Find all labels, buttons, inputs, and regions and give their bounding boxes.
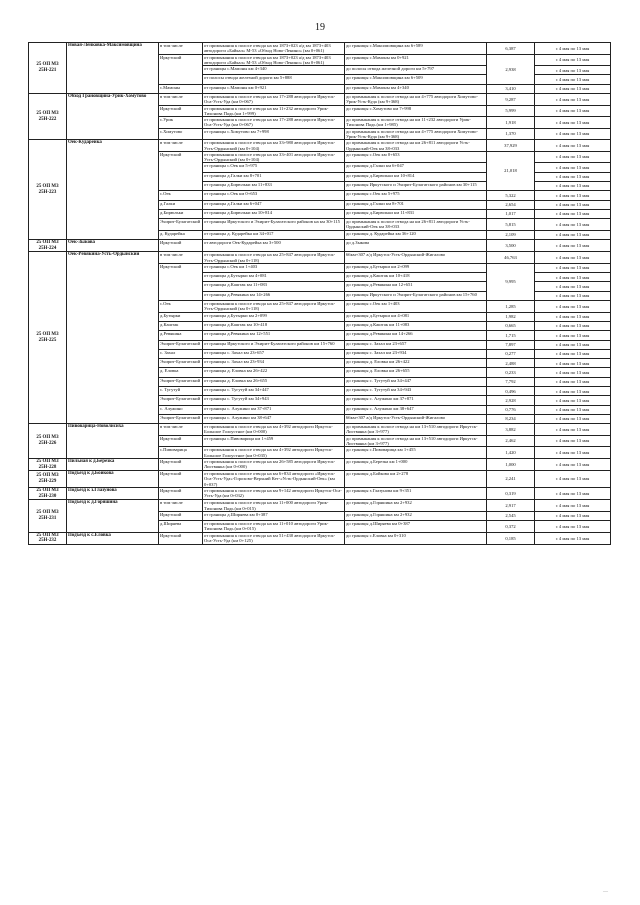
area-cell: Эхирит-Булагатский bbox=[159, 377, 203, 386]
segment-from-cell: от примыкания к полосе отвода на км 33+401 автодороги Иркутск-Усть-Ордынский (км 0+104) bbox=[203, 151, 345, 163]
segment-from-cell: от границы с. Алужино км 37+871 bbox=[203, 405, 345, 414]
area-cell: Иркутский bbox=[159, 151, 203, 190]
length-km-cell: 1,370 bbox=[487, 128, 535, 140]
page-number: 19 bbox=[315, 22, 325, 33]
segment-to-cell: до границы д.Горяшина км 2+932 bbox=[345, 511, 487, 520]
road-closure-table bbox=[28, 42, 611, 545]
segment-to-cell: до границы д.Горяшина км 2+932 bbox=[345, 500, 487, 512]
length-km-cell: 1,000 bbox=[487, 458, 535, 470]
area-cell: с.Пивоварица bbox=[159, 447, 203, 459]
area-cell: Иркутский bbox=[159, 54, 203, 84]
area-cell: с.Урик bbox=[159, 117, 203, 129]
segment-from-cell: от примыкания к полосе отвода на км 9+142 автодороги Иркутск-Оса-Усть-Уда (км 0+032) bbox=[203, 488, 345, 500]
restriction-period-cell: с 4 мая по 13 мая bbox=[535, 414, 611, 423]
road-name-cell: Новая-Ленковка-Максимовщина bbox=[67, 43, 159, 94]
restriction-period-cell: с 4 мая по 13 мая bbox=[535, 471, 611, 488]
area-cell: Иркутский bbox=[159, 105, 203, 117]
segment-from-cell: от границы д.Ширяева км 0+387 bbox=[203, 511, 345, 520]
segment-to-cell: до границы с.Оек км 0+653 bbox=[345, 151, 487, 163]
segment-from-cell: от границы с. Захал км 23+657 bbox=[203, 349, 345, 358]
restriction-period-cell: с 4 мая по 13 мая bbox=[535, 500, 611, 512]
length-km-cell: 5,815 bbox=[487, 219, 535, 231]
segment-from-cell: от границы с.Пивоварица км 1+459 bbox=[203, 435, 345, 447]
area-cell: с.Мамоны bbox=[159, 84, 203, 93]
area-cell: в том числе bbox=[159, 94, 203, 106]
length-km-cell: 0,233 bbox=[487, 368, 535, 377]
length-km-cell: 46,763 bbox=[487, 252, 535, 264]
length-km-cell: 9,287 bbox=[487, 94, 535, 106]
length-km-cell: 2,109 bbox=[487, 230, 535, 239]
area-cell: с.Оек bbox=[159, 191, 203, 200]
area-cell: д.Ревякина bbox=[159, 331, 203, 340]
area-cell: с. Алужино bbox=[159, 405, 203, 414]
area-cell: д.Бутырки bbox=[159, 312, 203, 321]
length-km-cell: 1,017 bbox=[487, 209, 535, 218]
segment-to-cell: до примыкания к полосе отвода на км 4+775 автодороги Хомутово-Урик-Усть-Куда (км 9+368) bbox=[345, 128, 487, 140]
area-cell: Иркутский bbox=[159, 488, 203, 500]
segment-from-cell: от границы с.Хомутово км 7+998 bbox=[203, 128, 345, 140]
segment-to-cell: до примыкания к полосе отвода на км 26+811 автодороги Усть-Ордынский-Оек км 38+033 bbox=[345, 219, 487, 231]
table-row bbox=[29, 252, 611, 264]
length-km-cell: 5,322 bbox=[487, 191, 535, 200]
area-cell: Иркутский bbox=[159, 471, 203, 488]
road-code-cell: 25 ОП МЗ 25Н-228 bbox=[29, 458, 67, 470]
road-code-cell: 25 ОП МЗ 25Н-229 bbox=[29, 471, 67, 488]
table-row bbox=[29, 94, 611, 106]
restriction-period-cell: с 4 мая по 13 мая bbox=[535, 163, 611, 172]
segment-to-cell: до границы д.Бирюльки км 10+814 bbox=[345, 172, 487, 181]
length-km-cell: 1,918 bbox=[487, 117, 535, 129]
segment-to-cell: до границы д.Бойкова км 2+278 bbox=[345, 471, 487, 488]
area-cell: в том числе bbox=[159, 424, 203, 436]
restriction-period-cell: с 4 мая по 13 мая bbox=[535, 424, 611, 436]
road-name-cell: Подъезд к д.Бойкова bbox=[67, 471, 159, 488]
segment-to-cell: до границы с.Пивоварица км 1+455 bbox=[345, 447, 487, 459]
restriction-period-cell: с 4 мая по 13 мая bbox=[535, 387, 611, 396]
road-name-cell: Подъезд к з.Глазунова bbox=[67, 488, 159, 500]
segment-from-cell: от границы д. Кударейка км 34+017 bbox=[203, 230, 345, 239]
road-name-cell: Обход Грановщина-Урик-Хомутово bbox=[67, 94, 159, 140]
segment-to-cell: до границы с. Алужино км 37+871 bbox=[345, 396, 487, 405]
road-name-cell: Оек-Зыкова bbox=[67, 240, 159, 252]
road-name-cell: Подъезд к с.Еловка bbox=[67, 532, 159, 544]
segment-to-cell: до полосы отвода железной дороги км 5+797 bbox=[345, 66, 487, 75]
segment-from-cell: от границы с.Оек км 0+653 bbox=[203, 191, 345, 200]
area-cell: Иркутский bbox=[159, 511, 203, 520]
segment-from-cell: от примыкания к полосе отвода на км 26+585 автодороги Иркутск-Листвянка (км 0+000) bbox=[203, 458, 345, 470]
restriction-period-cell: с 4 мая по 13 мая bbox=[535, 301, 611, 313]
table-row bbox=[29, 532, 611, 544]
restriction-period-cell: с 4 мая по 13 мая bbox=[535, 273, 611, 282]
segment-from-cell: от примыкания к полосе отвода на км 17+288 автодороги Иркутск-Оса-Усть-Уда (км 0+067) bbox=[203, 94, 345, 106]
restriction-period-cell: с 4 мая по 13 мая bbox=[535, 219, 611, 231]
area-cell: д.Каштак bbox=[159, 321, 203, 330]
restriction-period-cell: с 4 мая по 13 мая bbox=[535, 340, 611, 349]
restriction-period-cell: с 4 мая по 13 мая bbox=[535, 263, 611, 272]
segment-from-cell: от примыкания к полосе отвода на км 11+232 автодороги Урик-Тихонова Падь (км 1+999) bbox=[203, 105, 345, 117]
segment-to-cell: до примыкания к полосе отвода на км 26+811 автодороги Усть-Ордынский-Оек км 38+033 bbox=[345, 140, 487, 152]
area-cell: д.Ширяева bbox=[159, 521, 203, 533]
restriction-period-cell: с 4 мая по 13 мая bbox=[535, 435, 611, 447]
length-km-cell: 3,410 bbox=[487, 84, 535, 93]
segment-from-cell: от примыкания к полосе отвода на км 1873+023 а/д км 1873+403 автодороги «Байкал» М-53 «Обход Ново-Ленино» (км 0+061) bbox=[203, 54, 345, 66]
segment-from-cell: от границы с. Захал км 23+934 bbox=[203, 359, 345, 368]
segment-to-cell: до границы д.Бирюльки км 11+831 bbox=[345, 209, 487, 218]
restriction-period-cell: с 4 мая по 13 мая bbox=[535, 172, 611, 181]
length-km-cell: 2,545 bbox=[487, 511, 535, 520]
segment-to-cell: до границы д. Кударейка км 36+120 bbox=[345, 230, 487, 239]
area-cell: Иркутский bbox=[159, 263, 203, 300]
area-cell: Эхирит-Булагатский bbox=[159, 340, 203, 349]
segment-from-cell: от границы с.Оек км 5+975 bbox=[203, 163, 345, 172]
restriction-period-cell: с 4 мая по 13 мая bbox=[535, 117, 611, 129]
segment-from-cell: от примыкания к полосе отвода на км 25+847 автодороги Иркутск-Усть-Ордынский (км 0+118) bbox=[203, 252, 345, 264]
segment-to-cell: до границы д.Березка км 1+000 bbox=[345, 458, 487, 470]
segment-from-cell: от примыкания к полосе отвода на км 4+392 автодороги Иркутск-Большое Голоустное (км 0+000) bbox=[203, 424, 345, 436]
segment-from-cell: от границы д.Бутырки км 2+099 bbox=[203, 312, 345, 321]
segment-from-cell: от границы д.Каштак км 11+083 bbox=[203, 282, 345, 291]
area-cell: с. Захал bbox=[159, 349, 203, 358]
segment-to-cell: до границы д.Каштак км 10+418 bbox=[345, 273, 487, 282]
length-km-cell: 2,938 bbox=[487, 54, 535, 84]
segment-from-cell: от примыкания к полосе отвода на км 17+288 автодороги Иркутск-Оса-Усть-Уда (км 0+067) bbox=[203, 117, 345, 129]
restriction-period-cell: с 4 мая по 13 мая bbox=[535, 331, 611, 340]
segment-from-cell: от границы д.Каштак км 10+418 bbox=[203, 321, 345, 330]
segment-from-cell: от примыкания к полосе отвода на км 6+834 автодороги «Иркутск-Оса-Усть-Уда»-Горохово-Верхний Кет-«Усть-Ордынский-Оек» (км 0+037) bbox=[203, 471, 345, 488]
restriction-period-cell: с 4 мая по 13 мая bbox=[535, 75, 611, 84]
segment-from-cell: от границы д.Галки км 6+047 bbox=[203, 200, 345, 209]
restriction-period-cell: с 4 мая по 13 мая bbox=[535, 209, 611, 218]
segment-to-cell: до примыкания к полосе отвода на км 13+510 автодороги Иркутск-Листвянка (км 3+977) bbox=[345, 435, 487, 447]
length-km-cell: 7,897 bbox=[487, 340, 535, 349]
length-km-cell: 0,319 bbox=[487, 488, 535, 500]
restriction-period-cell: с 4 мая по 13 мая bbox=[535, 128, 611, 140]
length-km-cell: 1,715 bbox=[487, 331, 535, 340]
length-km-cell: 2,488 bbox=[487, 359, 535, 368]
segment-to-cell: 66км+307 а/д Иркутск-Усть-Ордынский-Жигалово bbox=[345, 252, 487, 264]
segment-to-cell: до границы с. Алужино км 38+647 bbox=[345, 405, 487, 414]
road-name-cell: Пивоварица-Новолисиха bbox=[67, 424, 159, 459]
segment-to-cell: до границы д.Ревякина км 12+651 bbox=[345, 282, 487, 291]
road-code-cell: 25 ОП МЗ 25Н-221 bbox=[29, 43, 67, 94]
table-row bbox=[29, 240, 611, 252]
segment-from-cell: от границы с.Мамоны км 0+921 bbox=[203, 84, 345, 93]
restriction-period-cell: с 4 мая по 13 мая bbox=[535, 240, 611, 252]
road-name-cell: Подъезд к д.Горяшина bbox=[67, 500, 159, 532]
road-code-cell: 25 ОП МЗ 25Н-230 bbox=[29, 488, 67, 500]
length-km-cell: 2,654 bbox=[487, 200, 535, 209]
length-km-cell: 0,776 bbox=[487, 405, 535, 414]
restriction-period-cell: с 4 мая по 13 мая bbox=[535, 405, 611, 414]
restriction-period-cell: с 4 мая по 13 мая bbox=[535, 458, 611, 470]
segment-from-cell: от границы Иркутского и Эхирит-Булагатского районов на км 30+115 bbox=[203, 219, 345, 231]
table-row bbox=[29, 43, 611, 55]
segment-to-cell: до границы с.Хомутово км 7+998 bbox=[345, 105, 487, 117]
length-km-cell: 6,387 bbox=[487, 43, 535, 55]
area-cell: д.Галки bbox=[159, 200, 203, 209]
restriction-period-cell: с 4 мая по 13 мая bbox=[535, 359, 611, 368]
length-km-cell: 8,234 bbox=[487, 414, 535, 423]
area-cell: с.Хомутово bbox=[159, 128, 203, 140]
segment-to-cell: до границы с.Еловка км 0+310 bbox=[345, 532, 487, 544]
length-km-cell: 1,982 bbox=[487, 312, 535, 321]
road-code-cell: 25 ОП МЗ 25Н-224 bbox=[29, 240, 67, 252]
segment-to-cell: до границы с.Максимовщина км 6+589 bbox=[345, 43, 487, 55]
table-row bbox=[29, 424, 611, 436]
restriction-period-cell: с 4 мая по 13 мая bbox=[535, 66, 611, 75]
segment-to-cell: до примыкания к полосе отвода на км 13+510 автодороги Иркутск-Листвянка (км 3+977) bbox=[345, 424, 487, 436]
segment-to-cell: до границы с.Оек км 1+403 bbox=[345, 301, 487, 313]
segment-to-cell: 66км+307 а/д Иркутск-Усть-Ордынский-Жигалово bbox=[345, 414, 487, 423]
restriction-period-cell: с 4 мая по 13 мая bbox=[535, 488, 611, 500]
restriction-period-cell: с 4 мая по 13 мая bbox=[535, 191, 611, 200]
area-cell: в том числе bbox=[159, 500, 203, 512]
area-cell: Иркутский bbox=[159, 458, 203, 470]
road-code-cell: 25 ОП МЗ 25Н-226 bbox=[29, 424, 67, 459]
segment-from-cell: от границы д.Ревякина км 12+551 bbox=[203, 331, 345, 340]
segment-from-cell: от границы д.Бутырки км 4+081 bbox=[203, 273, 345, 282]
length-km-cell: 0,185 bbox=[487, 532, 535, 544]
area-cell: Иркутский bbox=[159, 532, 203, 544]
segment-to-cell: до д.Зыкова bbox=[345, 240, 487, 252]
segment-from-cell: от примыкания к полосе отвода на км 51+430 автодороги Иркутск-Оса-Усть-Уда (км 0+125) bbox=[203, 532, 345, 544]
segment-from-cell: от границы д.Бирюльки км 11+833 bbox=[203, 181, 345, 190]
restriction-period-cell: с 4 мая по 13 мая bbox=[535, 200, 611, 209]
segment-to-cell: до границы с. Тугутуй км 34+943 bbox=[345, 387, 487, 396]
restriction-period-cell: с 4 мая по 13 мая bbox=[535, 181, 611, 190]
restriction-period-cell: с 4 мая по 13 мая bbox=[535, 447, 611, 459]
length-km-cell: 2,928 bbox=[487, 396, 535, 405]
segment-from-cell: от границы д.Ревякина км 14+266 bbox=[203, 291, 345, 300]
segment-to-cell: до границы д. Еловка км 26+655 bbox=[345, 368, 487, 377]
table-row bbox=[29, 488, 611, 500]
length-km-cell: 0,372 bbox=[487, 521, 535, 533]
area-cell: с.Оек bbox=[159, 301, 203, 313]
length-km-cell: 0,496 bbox=[487, 387, 535, 396]
area-cell: д. Еловка bbox=[159, 368, 203, 377]
area-cell: д. Кударейка bbox=[159, 230, 203, 239]
length-km-cell: 0,665 bbox=[487, 321, 535, 330]
restriction-period-cell: с 4 мая по 13 мая bbox=[535, 43, 611, 55]
segment-to-cell: до границы д.Галки км 8+701 bbox=[345, 200, 487, 209]
restriction-period-cell: с 4 мая по 13 мая bbox=[535, 396, 611, 405]
restriction-period-cell: с 4 мая по 13 мая bbox=[535, 140, 611, 152]
length-km-cell: 0,277 bbox=[487, 349, 535, 358]
area-cell: в том числе bbox=[159, 252, 203, 264]
segment-from-cell: от границы с. Тугутуй км 34+943 bbox=[203, 396, 345, 405]
length-km-cell: 7,792 bbox=[487, 377, 535, 386]
restriction-period-cell: с 4 мая по 13 мая bbox=[535, 54, 611, 66]
restriction-period-cell: с 4 мая по 13 мая bbox=[535, 349, 611, 358]
segment-to-cell: до границы с.Мамоны км 4+340 bbox=[345, 84, 487, 93]
segment-to-cell: до границы с.Максимовщина км 6+509 bbox=[345, 75, 487, 84]
segment-from-cell: от примыкания к полосе отвода на км 1873+023 а/д км 1873+403 автодороги «Байкал» М-53 «Обход Ново-Ленино» (км 0+061) bbox=[203, 43, 345, 55]
area-cell: д.Бирюльки bbox=[159, 209, 203, 218]
table-row bbox=[29, 471, 611, 488]
segment-to-cell: до границы д.Бутырки км 2+099 bbox=[345, 263, 487, 272]
segment-to-cell: до границы д.Каштак км 11+083 bbox=[345, 321, 487, 330]
segment-from-cell: от границы д.Бирюльки км 10+814 bbox=[203, 209, 345, 218]
segment-from-cell: от границы с.Мамоны км 4+340 bbox=[203, 66, 345, 75]
restriction-period-cell: с 4 мая по 13 мая bbox=[535, 151, 611, 163]
restriction-period-cell: с 4 мая по 13 мая bbox=[535, 368, 611, 377]
segment-to-cell: до границы с. Тугутуй км 34+447 bbox=[345, 377, 487, 386]
segment-from-cell: от примыкания к полосе отвода на км 11+000 автодороги Урик-Тихонова Падь (км 0+015) bbox=[203, 500, 345, 512]
restriction-period-cell: с 4 мая по 13 мая bbox=[535, 105, 611, 117]
area-cell: в том числе bbox=[159, 43, 203, 55]
segment-to-cell: до границы д. Еловка км 26+422 bbox=[345, 359, 487, 368]
length-km-cell: 1,285 bbox=[487, 301, 535, 313]
length-km-cell: 3,500 bbox=[487, 240, 535, 252]
segment-from-cell: от полосы отвода железной дороги км 5+888 bbox=[203, 75, 345, 84]
segment-from-cell: от границы Иркутского и Эхирит-Булагатского районов км 15+760 bbox=[203, 340, 345, 349]
road-name-cell: Пильная к д.Березка bbox=[67, 458, 159, 470]
segment-to-cell: до границы с. Захал км 23+657 bbox=[345, 340, 487, 349]
segment-to-cell: до границы с.Оек км 5+975 bbox=[345, 191, 487, 200]
road-name-cell: Оек-Кударейка bbox=[67, 140, 159, 240]
page-corner-mark: — bbox=[603, 890, 608, 895]
area-cell: Эхирит-Булагатский bbox=[159, 396, 203, 405]
road-name-cell: Оек-Ревякина-Усть-Ордынский bbox=[67, 252, 159, 424]
segment-to-cell: до границы д.Ревякина км 14+266 bbox=[345, 331, 487, 340]
area-cell: в том числе bbox=[159, 140, 203, 152]
segment-from-cell: от примыкания к полосе отвода на км 4+392 автодороги Иркутск-Большое Голоустное (км 0+035) bbox=[203, 447, 345, 459]
area-cell: Эхирит-Булагатский bbox=[159, 219, 203, 231]
segment-to-cell: до границы с.Мамоны км 0+921 bbox=[345, 54, 487, 66]
segment-to-cell: до границы с. Захал км 23+934 bbox=[345, 349, 487, 358]
segment-from-cell: от примыкания к полосе отвода на км 25+847 автодороги Иркутск-Усть-Ордынский (км 0+118) bbox=[203, 301, 345, 313]
restriction-period-cell: с 4 мая по 13 мая bbox=[535, 521, 611, 533]
length-km-cell: 2,917 bbox=[487, 500, 535, 512]
segment-from-cell: от границы д. Еловка км 26+655 bbox=[203, 377, 345, 386]
segment-from-cell: от границы с.Оек км 1+403 bbox=[203, 263, 345, 272]
area-cell: Иркутский bbox=[159, 435, 203, 447]
table-row bbox=[29, 140, 611, 152]
segment-to-cell: до границы з.Глазунова км 9+351 bbox=[345, 488, 487, 500]
restriction-period-cell: с 4 мая по 13 мая bbox=[535, 532, 611, 544]
segment-to-cell: до границы Иркутского и Эхирит-Булагатского районов км 15+760 bbox=[345, 291, 487, 300]
length-km-cell: 9,995 bbox=[487, 263, 535, 300]
segment-to-cell: до примыкания к полосе отвода на км 11+232 автодороги Урик-Тихонова Падь (км 1+985) bbox=[345, 117, 487, 129]
segment-from-cell: от границы д. Еловка км 26+422 bbox=[203, 368, 345, 377]
length-km-cell: 21,018 bbox=[487, 151, 535, 190]
restriction-period-cell: с 4 мая по 13 мая bbox=[535, 94, 611, 106]
restriction-period-cell: с 4 мая по 13 мая bbox=[535, 321, 611, 330]
length-km-cell: 2,462 bbox=[487, 435, 535, 447]
segment-to-cell: до границы д.Галки км 6+047 bbox=[345, 163, 487, 172]
segment-from-cell: от примыкания к полосе отвода на км 11+010 автодороги Урик-Тихонова Падь (км 0+015) bbox=[203, 521, 345, 533]
segment-to-cell: до границы д.Бутырки км 4+081 bbox=[345, 312, 487, 321]
segment-from-cell: от автодороги Оек-Кударейка км 3+500 bbox=[203, 240, 345, 252]
length-km-cell: 3,882 bbox=[487, 424, 535, 436]
road-code-cell: 25 ОП МЗ 25Н-223 bbox=[29, 140, 67, 240]
restriction-period-cell: с 4 мая по 13 мая bbox=[535, 230, 611, 239]
segment-from-cell: от границы д.Галки км 8+701 bbox=[203, 172, 345, 181]
road-code-cell: 25 ОП МЗ 25Н-222 bbox=[29, 94, 67, 140]
restriction-period-cell: с 4 мая по 13 мая bbox=[535, 252, 611, 264]
length-km-cell: 37,929 bbox=[487, 140, 535, 152]
segment-to-cell: до границы д.Ширяева км 0+387 bbox=[345, 521, 487, 533]
road-code-cell: 25 ОП МЗ 25Н-231 bbox=[29, 500, 67, 532]
restriction-period-cell: с 4 мая по 13 мая bbox=[535, 312, 611, 321]
restriction-period-cell: с 4 мая по 13 мая bbox=[535, 282, 611, 291]
road-code-cell: 25 ОП МЗ 25Н-225 bbox=[29, 252, 67, 424]
segment-from-cell: от границы с. Тугутуй км 34+447 bbox=[203, 387, 345, 396]
area-cell: Иркутский bbox=[159, 240, 203, 252]
segment-to-cell: до примыкания к полосе отвода на км 4+775 автодороги Хомутово-Урик-Усть-Куда (км 9+368) bbox=[345, 94, 487, 106]
area-cell: с. Тугутуй bbox=[159, 387, 203, 396]
table-row bbox=[29, 500, 611, 512]
restriction-period-cell: с 4 мая по 13 мая bbox=[535, 291, 611, 300]
restriction-period-cell: с 4 мая по 13 мая bbox=[535, 84, 611, 93]
length-km-cell: 1,420 bbox=[487, 447, 535, 459]
area-cell: Эхирит-Булагатский bbox=[159, 414, 203, 423]
table-row bbox=[29, 458, 611, 470]
segment-from-cell: от границы с. Алужино км 38+647 bbox=[203, 414, 345, 423]
restriction-period-cell: с 4 мая по 13 мая bbox=[535, 377, 611, 386]
area-cell: Эхирит-Булагатский bbox=[159, 359, 203, 368]
length-km-cell: 5,999 bbox=[487, 105, 535, 117]
segment-to-cell: до границы Иркутского и Эхирит-Булагатского районов км 30+115 bbox=[345, 181, 487, 190]
restriction-period-cell: с 4 мая по 13 мая bbox=[535, 511, 611, 520]
length-km-cell: 2,241 bbox=[487, 471, 535, 488]
road-code-cell: 25 ОП МЗ 25Н-232 bbox=[29, 532, 67, 544]
segment-from-cell: от примыкания к полосе отвода на км 33+980 автодороги Иркутск-Усть-Ордынский (км 0+104) bbox=[203, 140, 345, 152]
